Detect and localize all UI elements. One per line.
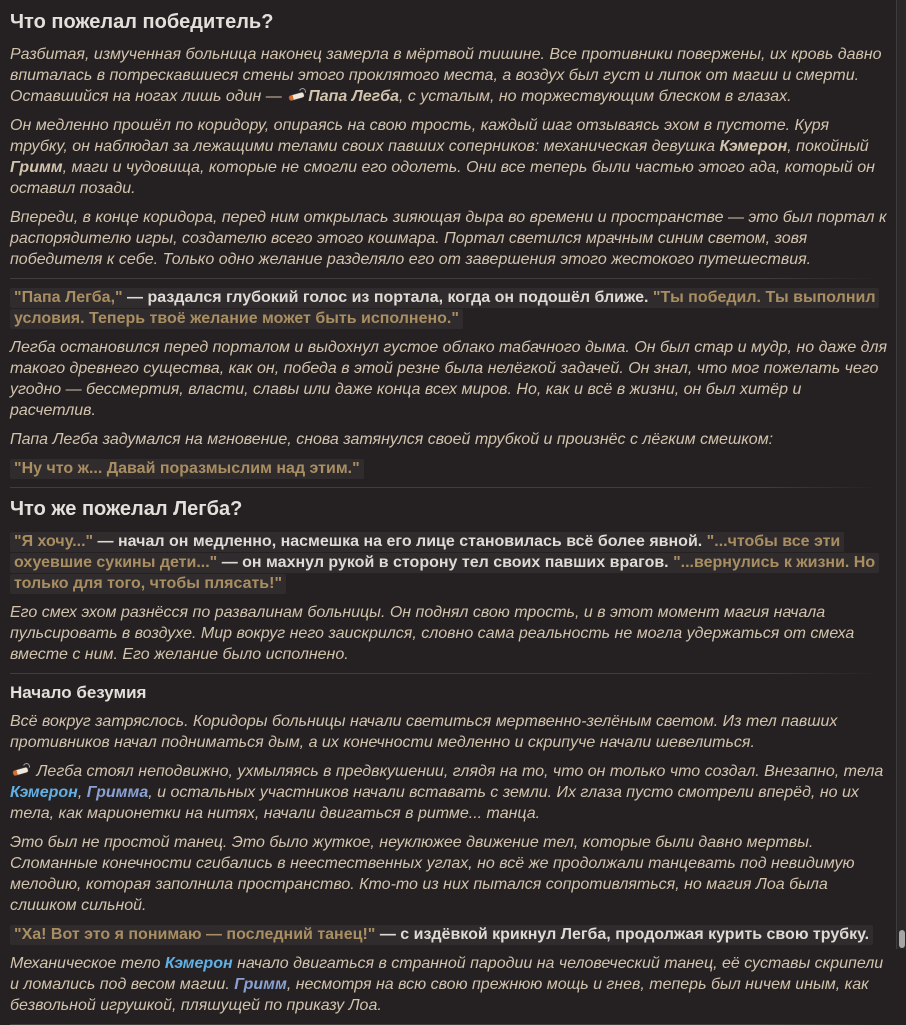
section-divider <box>10 487 888 488</box>
narration-paragraph <box>10 761 888 824</box>
narration-text: Папа Легба задумался на мгновение, снова затянулся своей трубкой и произнёс с лёгким смешком: <box>10 431 774 448</box>
narration-text: Это был не простой танец. Это было жуткое, неуклюжее движение тел, которые были давно мертвы. Сломанные конечности сгибались в неестественных углах, но всё же продолжали танцевать под невидимую мелодию, которая заполнила пространство. Кто-то из них пытался сопротивляться, но магия Лоа была слишком сильной. <box>10 834 855 914</box>
speech-text: — начал он медленно, насмешка на его лице становилась всё более явной. <box>93 533 707 550</box>
narration-paragraph <box>10 832 888 916</box>
character-name-cameron: Кэмерон <box>10 784 78 801</box>
quoted-speech: "...вернулись к жизни. Но только для того, чтобы плясать!" <box>14 554 876 592</box>
speech-paragraph <box>10 531 888 594</box>
narration-text: , с усталым, но торжествующим блеском в глазах. <box>398 88 792 105</box>
narration-paragraph <box>10 337 888 421</box>
narration-text: Разбитая, измученная больница наконец замерла в мёртвой тишине. Все противники повержены, их кровь давно впиталась в потрескавшиеся стены этого проклятого места, а воздух был густ и липок от магии и смерти. Оставшийся на ногах лишь один — <box>10 46 882 105</box>
narration-text: , <box>77 784 87 801</box>
speech-highlight <box>10 288 879 329</box>
section-heading: Что пожелал победитель? <box>10 11 274 33</box>
narration-paragraph <box>10 44 888 107</box>
narration-text: Легба остановился перед порталом и выдохнул густое облако табачного дыма. Он был стар и мудр, но даже для такого древнего существа, как он, победа в этой резне была нелёгкой задачей. Он знал, что мог пожелать чего угодно — бессмертия, власти, славы или даже конца всех миров. Но, как и всё в жизни, он был хитёр и расчетлив. <box>10 339 888 419</box>
speech-text: — он махнул рукой в сторону тел своих павших врагов. <box>217 554 674 571</box>
narration-text: , покойный <box>787 138 869 155</box>
character-name-grimm: Гримм <box>234 976 287 993</box>
section-divider <box>10 278 888 279</box>
scrollbar[interactable] <box>896 0 906 949</box>
narration-text: Всё вокруг затряслось. Коридоры больницы начали светиться мертвенно-зелёным светом. Из тел павших противников начал подниматься дым, а их конечности медленно и скрипуче начали шевелиться. <box>10 713 838 751</box>
narration-paragraph <box>10 429 888 450</box>
narration-paragraph <box>10 711 888 753</box>
character-name: Кэмерон <box>719 138 788 155</box>
speech-highlight <box>10 532 879 594</box>
character-name-grimm: Гримма <box>86 784 149 801</box>
narration-text: , маги и чудовища, которые не смогли его одолеть. Они все теперь были частью этого ада, который он оставил позади. <box>10 159 875 197</box>
narration-text: начало двигаться в странной пародии на человеческий танец, её суставы скрипели и ломались под весом магии. <box>10 955 884 993</box>
narration-text: , несмотря на всю свою прежнюю мощь и гнев, теперь был ничем иным, как безвольной игрушкой, пляшущей по приказу Лоа. <box>10 976 869 1014</box>
section-heading: Что же пожелал Легба? <box>10 498 243 520</box>
narration-paragraph <box>10 953 888 1016</box>
quoted-speech: "...чтобы все эти охуевшие сукины дети..." <box>14 533 841 571</box>
quoted-speech: "Ха! Вот это я понимаю — последний танец!" <box>14 926 376 943</box>
cigarette-icon <box>288 89 306 102</box>
section-divider <box>10 673 888 674</box>
narration-paragraph <box>10 602 888 665</box>
narration-paragraph <box>10 115 888 199</box>
speech-paragraph <box>10 458 888 479</box>
quoted-speech: "Ты победил. Ты выполнил условия. Теперь твоё желание может быть исполнено." <box>14 289 876 327</box>
speech-paragraph <box>10 287 888 329</box>
narration-paragraph <box>10 207 888 270</box>
speech-text: — раздался глубокий голос из портала, когда он подошёл ближе. <box>122 289 653 306</box>
quoted-speech: "Папа Легба," <box>14 289 123 306</box>
subsection-heading: Начало безумия <box>10 683 147 702</box>
quoted-speech: "Ну что ж... Давай поразмыслим над этим." <box>14 460 360 477</box>
narration-text: Впереди, в конце коридора, перед ним открылась зияющая дыра во времени и пространстве — это был портал к распорядителю игры, создателю всего этого кошмара. Портал светился мрачным синим светом, зовя победителя к себе. Только одно желание разделяло его от завершения этого жестокого путешествия. <box>10 209 887 268</box>
narration-text: Механическое тело <box>10 955 165 972</box>
character-name: Гримм <box>10 159 63 176</box>
scrollbar-thumb[interactable] <box>899 930 905 948</box>
narration-text: Он медленно прошёл по коридору, опираясь на свою трость, каждый шаг отзываясь эхом в пустоте. Куря трубку, он наблюдал за лежащими телами своих павших соперников: механическая девушка <box>10 117 829 155</box>
message-body <box>10 9 888 1025</box>
speech-highlight <box>10 459 364 479</box>
narration-text: , и остальных участников начали вставать с земли. Их глаза пусто смотрели вперёд, но их тела, как марионетки на нитях, начали двигаться в ритме... танца. <box>10 784 859 822</box>
narration-text: Его смех эхом разнёсся по развалинам больницы. Он поднял свою трость, и в этот момент магия начала пульсировать в воздухе. Мир вокруг него заискрился, словно сама реальность не могла удержаться от смеха вместе с ним. Его желание было исполнено. <box>10 604 855 663</box>
narration-text: Легба стоял неподвижно, ухмыляясь в предвкушении, глядя на то, что он только что создал. Внезапно, тела <box>32 763 884 780</box>
speech-highlight <box>10 925 873 945</box>
character-name: Папа Легба <box>308 88 399 105</box>
speech-text: — с издёвкой крикнул Легба, продолжая курить свою трубку. <box>375 926 870 943</box>
quoted-speech: "Я хочу..." <box>14 533 94 550</box>
speech-paragraph <box>10 924 888 945</box>
cigarette-icon <box>12 764 30 777</box>
character-name-cameron: Кэмерон <box>164 955 233 972</box>
